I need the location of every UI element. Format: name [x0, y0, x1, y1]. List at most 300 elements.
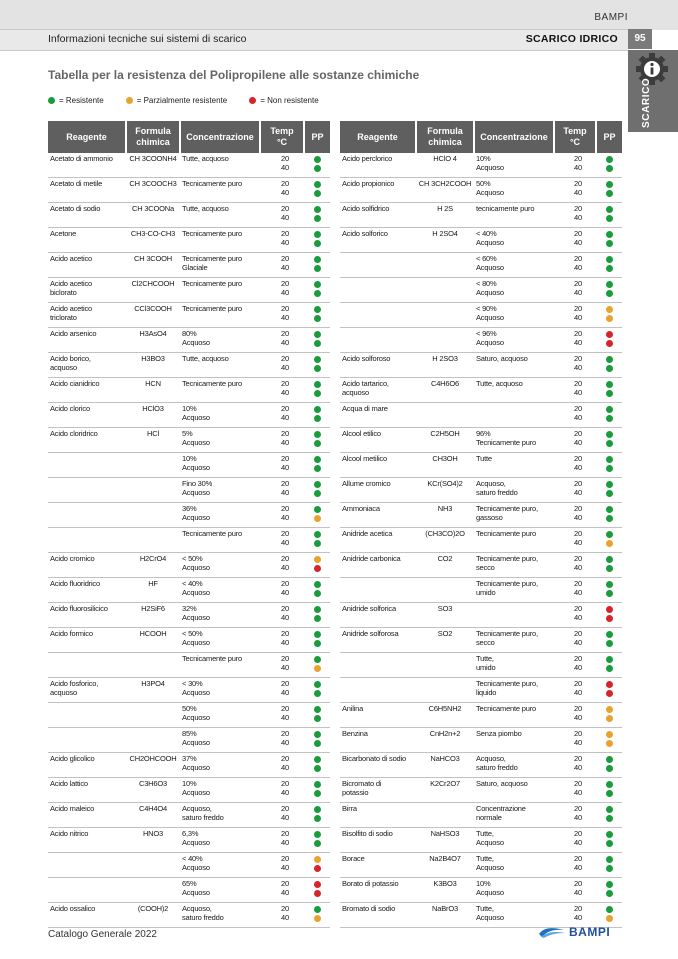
table-row — [48, 728, 330, 753]
temperature: 20 40 — [260, 428, 304, 453]
reagent-name — [48, 453, 126, 478]
chemical-formula — [416, 303, 474, 328]
chemical-formula: NH3 — [416, 503, 474, 528]
table-row — [340, 853, 622, 878]
col-formula: Formula chimica — [416, 121, 474, 153]
rating-dot-icon — [606, 881, 613, 888]
rating-dot-icon — [606, 740, 613, 747]
rating-dot-icon — [606, 781, 613, 788]
temperature: 20 40 — [554, 903, 596, 928]
table-row — [48, 553, 330, 578]
rating-dot-icon — [314, 615, 321, 622]
concentration: Tecnicamente puro, gassoso — [474, 503, 554, 528]
legend-not-resistant: = Non resistente — [249, 96, 318, 105]
table-row — [340, 653, 622, 678]
pp-rating — [304, 603, 330, 628]
temperature: 20 40 — [260, 653, 304, 678]
concentration: 65% Acquoso — [180, 878, 260, 903]
table-row — [340, 728, 622, 753]
table-row — [48, 678, 330, 703]
chemical-formula — [126, 653, 180, 678]
table-row — [48, 753, 330, 778]
rating-dot-icon — [606, 540, 613, 547]
temperature: 20 40 — [260, 528, 304, 553]
concentration: < 40% Acquoso — [180, 578, 260, 603]
temperature: 20 40 — [260, 328, 304, 353]
reagent-name: Acido solforico — [340, 228, 416, 253]
table-row — [340, 578, 622, 603]
table-row — [340, 378, 622, 403]
temperature: 20 40 — [260, 828, 304, 853]
temperature: 20 40 — [554, 653, 596, 678]
temperature: 20 40 — [554, 178, 596, 203]
pp-rating — [596, 853, 622, 878]
reagent-name — [340, 578, 416, 603]
rating-dot-icon — [314, 665, 321, 672]
chemical-formula: NaBrO3 — [416, 903, 474, 928]
pp-rating — [304, 753, 330, 778]
rating-dot-icon — [314, 406, 321, 413]
concentration: Tecnicamente puro — [180, 228, 260, 253]
chemical-formula — [416, 803, 474, 828]
rating-dot-icon — [314, 915, 321, 922]
rating-dot-icon — [606, 315, 613, 322]
rating-dot-icon — [314, 581, 321, 588]
table-row — [48, 578, 330, 603]
temperature: 20 40 — [554, 778, 596, 803]
rating-dot-icon — [606, 356, 613, 363]
pp-rating — [596, 828, 622, 853]
pp-rating — [304, 628, 330, 653]
temperature: 20 40 — [554, 628, 596, 653]
pp-rating — [596, 778, 622, 803]
rating-dot-icon — [606, 656, 613, 663]
rating-dot-icon — [314, 565, 321, 572]
chemical-formula: SO2 — [416, 628, 474, 653]
rating-dot-icon — [314, 381, 321, 388]
table-row — [340, 678, 622, 703]
concentration: Tecnicamente puro — [180, 278, 260, 303]
rating-dot-icon — [606, 631, 613, 638]
table-row — [340, 628, 622, 653]
rating-dot-icon — [314, 515, 321, 522]
concentration: 10% Acquoso — [180, 453, 260, 478]
rating-dot-icon — [314, 165, 321, 172]
chemical-formula — [126, 728, 180, 753]
concentration: < 80% Acquoso — [474, 278, 554, 303]
temperature: 20 40 — [554, 378, 596, 403]
rating-dot-icon — [606, 856, 613, 863]
rating-dot-icon — [606, 615, 613, 622]
temperature: 20 40 — [260, 153, 304, 178]
chemical-formula — [126, 453, 180, 478]
temperature: 20 40 — [260, 728, 304, 753]
rating-dot-icon — [606, 556, 613, 563]
pp-rating — [596, 678, 622, 703]
reagent-name — [340, 278, 416, 303]
table-row — [48, 178, 330, 203]
chemical-formula — [416, 403, 474, 428]
table-row — [340, 803, 622, 828]
rating-dot-icon — [314, 206, 321, 213]
rating-dot-icon — [314, 456, 321, 463]
chemical-formula — [416, 653, 474, 678]
table-row — [48, 453, 330, 478]
col-reagent: Reagente — [48, 121, 126, 153]
temperature: 20 40 — [554, 753, 596, 778]
pp-rating — [596, 453, 622, 478]
chemical-formula — [416, 578, 474, 603]
chemical-formula: CH 3COOH — [126, 253, 180, 278]
pp-rating — [304, 728, 330, 753]
reagent-name: Acido nitrico — [48, 828, 126, 853]
temperature: 20 40 — [554, 203, 596, 228]
pp-rating — [596, 378, 622, 403]
pp-rating — [304, 278, 330, 303]
table-row — [48, 328, 330, 353]
chemical-formula: HClO 4 — [416, 153, 474, 178]
table-row — [48, 378, 330, 403]
rating-dot-icon — [314, 256, 321, 263]
table-row — [48, 803, 330, 828]
table-row — [48, 203, 330, 228]
table-row — [48, 528, 330, 553]
rating-dot-icon — [314, 806, 321, 813]
chemical-formula — [416, 328, 474, 353]
rating-dot-icon — [314, 481, 321, 488]
pp-rating — [304, 503, 330, 528]
pp-rating — [304, 303, 330, 328]
rating-dot-icon — [314, 690, 321, 697]
rating-dot-icon — [606, 915, 613, 922]
rating-dot-icon — [606, 256, 613, 263]
reagent-name: Acido borico, acquoso — [48, 353, 126, 378]
temperature: 20 40 — [260, 853, 304, 878]
pp-rating — [304, 553, 330, 578]
reagent-name — [340, 303, 416, 328]
reagent-name: Borato di potassio — [340, 878, 416, 903]
rating-dot-icon — [314, 190, 321, 197]
table-row — [340, 828, 622, 853]
reagent-name: Acido tartarico, acquoso — [340, 378, 416, 403]
reagent-name — [340, 328, 416, 353]
concentration: 85% Acquoso — [180, 728, 260, 753]
rating-dot-icon — [314, 440, 321, 447]
pp-rating — [596, 903, 622, 928]
footer-catalog: Catalogo Generale 2022 — [48, 929, 157, 940]
concentration: Saturo, acquoso — [474, 353, 554, 378]
reagent-name — [48, 703, 126, 728]
rating-dot-icon — [606, 340, 613, 347]
red-dot-icon — [249, 97, 256, 104]
rating-dot-icon — [314, 356, 321, 363]
table-row — [340, 553, 622, 578]
chemical-formula: HCOOH — [126, 628, 180, 653]
rating-dot-icon — [606, 581, 613, 588]
concentration: Fino 30% Acquoso — [180, 478, 260, 503]
reagent-name: Acido cromico — [48, 553, 126, 578]
chemical-formula: H3PO4 — [126, 678, 180, 703]
table-row — [340, 153, 622, 178]
concentration: Saturo, acquoso — [474, 778, 554, 803]
table-row — [340, 303, 622, 328]
temperature: 20 40 — [260, 878, 304, 903]
rating-dot-icon — [606, 465, 613, 472]
pp-rating — [596, 603, 622, 628]
concentration: 96% Tecnicamente puro — [474, 428, 554, 453]
reagent-name: Acido fluorosilicico — [48, 603, 126, 628]
reagent-name: Acido clorico — [48, 403, 126, 428]
col-concentration: Concentrazione — [474, 121, 554, 153]
rating-dot-icon — [606, 181, 613, 188]
table-row — [340, 753, 622, 778]
pp-rating — [304, 703, 330, 728]
concentration: Tutte, acquoso — [180, 353, 260, 378]
temperature: 20 40 — [260, 203, 304, 228]
rating-dot-icon — [314, 756, 321, 763]
chemical-formula: CH 3COOCH3 — [126, 178, 180, 203]
gear-info-icon — [634, 51, 670, 87]
rating-dot-icon — [606, 590, 613, 597]
chemical-formula — [126, 703, 180, 728]
pp-rating — [596, 278, 622, 303]
reagent-name — [48, 878, 126, 903]
rating-dot-icon — [606, 681, 613, 688]
reagent-name: Bromato di sodio — [340, 903, 416, 928]
chemical-formula — [126, 878, 180, 903]
reagent-name — [48, 853, 126, 878]
rating-dot-icon — [606, 906, 613, 913]
concentration: Tutte, umido — [474, 653, 554, 678]
legend-resistant: = Resistente — [48, 96, 104, 105]
reagent-name: Acetone — [48, 228, 126, 253]
concentration: 10% Acquoso — [180, 778, 260, 803]
chemical-formula: NaHCO3 — [416, 753, 474, 778]
concentration: Acquoso, saturo freddo — [474, 478, 554, 503]
reagent-name: Acido fluoridrico — [48, 578, 126, 603]
col-pp: PP — [596, 121, 622, 153]
rating-dot-icon — [606, 156, 613, 163]
reagent-name — [48, 503, 126, 528]
table-row — [340, 278, 622, 303]
reagent-name: Anidride solforica — [340, 603, 416, 628]
rating-dot-icon — [314, 365, 321, 372]
rating-dot-icon — [314, 306, 321, 313]
table-row — [340, 603, 622, 628]
concentration: < 60% Acquoso — [474, 253, 554, 278]
reagent-name: Acido ossalico — [48, 903, 126, 928]
temperature: 20 40 — [260, 753, 304, 778]
concentration — [474, 403, 554, 428]
concentration: Tecnicamente puro Glaciale — [180, 253, 260, 278]
concentration: Tecnicamente puro — [474, 528, 554, 553]
rating-dot-icon — [314, 265, 321, 272]
chemical-formula — [416, 678, 474, 703]
col-concentration: Concentrazione — [180, 121, 260, 153]
concentration: < 30% Acquoso — [180, 678, 260, 703]
reagent-name: Acido solforoso — [340, 353, 416, 378]
pp-rating — [304, 578, 330, 603]
pp-rating — [596, 728, 622, 753]
concentration: Tutte, Acquoso — [474, 853, 554, 878]
rating-dot-icon — [314, 540, 321, 547]
rating-dot-icon — [606, 890, 613, 897]
pp-rating — [596, 628, 622, 653]
col-reagent: Reagente — [340, 121, 416, 153]
chemical-formula: HF — [126, 578, 180, 603]
pp-rating — [304, 678, 330, 703]
chemical-formula: K2Cr2O7 — [416, 778, 474, 803]
table-row — [340, 528, 622, 553]
rating-dot-icon — [606, 706, 613, 713]
chemical-formula: CCl3COOH — [126, 303, 180, 328]
rating-dot-icon — [314, 731, 321, 738]
rating-dot-icon — [314, 865, 321, 872]
temperature: 20 40 — [260, 678, 304, 703]
chemical-formula: HCN — [126, 378, 180, 403]
concentration: tecnicamente puro — [474, 203, 554, 228]
table-row — [48, 703, 330, 728]
concentration: Tecnicamente puro — [180, 378, 260, 403]
reagent-name: Acqua di mare — [340, 403, 416, 428]
rating-dot-icon — [606, 665, 613, 672]
rating-dot-icon — [314, 715, 321, 722]
rating-dot-icon — [314, 231, 321, 238]
pp-rating — [304, 453, 330, 478]
rating-dot-icon — [314, 906, 321, 913]
rating-dot-icon — [606, 515, 613, 522]
top-bar — [0, 0, 678, 30]
table-row — [48, 253, 330, 278]
rating-dot-icon — [606, 765, 613, 772]
resistance-table-left — [48, 121, 330, 928]
rating-dot-icon — [314, 181, 321, 188]
orange-dot-icon — [126, 97, 133, 104]
temperature: 20 40 — [554, 803, 596, 828]
chemical-formula: H 2SO4 — [416, 228, 474, 253]
temperature: 20 40 — [260, 453, 304, 478]
rating-dot-icon — [606, 756, 613, 763]
reagent-name: Acido cianidrico — [48, 378, 126, 403]
concentration: Tecnicamente puro — [180, 178, 260, 203]
rating-dot-icon — [314, 281, 321, 288]
temperature: 20 40 — [260, 578, 304, 603]
chemical-formula: Cl2CHCOOH — [126, 278, 180, 303]
concentration: < 90% Acquoso — [474, 303, 554, 328]
temperature: 20 40 — [554, 228, 596, 253]
temperature: 20 40 — [554, 403, 596, 428]
reagent-name: Acido lattico — [48, 778, 126, 803]
rating-dot-icon — [314, 340, 321, 347]
concentration: 10% Acquoso — [474, 153, 554, 178]
rating-dot-icon — [314, 706, 321, 713]
pp-rating — [596, 303, 622, 328]
chemical-formula: C2H5OH — [416, 428, 474, 453]
pp-rating — [596, 228, 622, 253]
concentration: Tecnicamente puro, umido — [474, 578, 554, 603]
temperature: 20 40 — [260, 628, 304, 653]
rating-dot-icon — [314, 290, 321, 297]
chemical-formula: CH 3COONH4 — [126, 153, 180, 178]
legend — [48, 96, 319, 105]
temperature: 20 40 — [260, 403, 304, 428]
rating-dot-icon — [314, 156, 321, 163]
concentration: 36% Acquoso — [180, 503, 260, 528]
reagent-name: Anidride acetica — [340, 528, 416, 553]
concentration: Senza piombo — [474, 728, 554, 753]
pp-rating — [596, 428, 622, 453]
concentration: 50% Acquoso — [474, 178, 554, 203]
rating-dot-icon — [606, 481, 613, 488]
rating-dot-icon — [314, 740, 321, 747]
chemical-formula: H2CrO4 — [126, 553, 180, 578]
chemical-formula: C6H5NH2 — [416, 703, 474, 728]
temperature: 20 40 — [554, 578, 596, 603]
rating-dot-icon — [606, 731, 613, 738]
temperature: 20 40 — [260, 703, 304, 728]
reagent-name — [48, 528, 126, 553]
concentration: Tecnicamente puro, secco — [474, 628, 554, 653]
rating-dot-icon — [606, 390, 613, 397]
table-row — [48, 278, 330, 303]
chemical-formula: SO3 — [416, 603, 474, 628]
concentration: 6,3% Acquoso — [180, 828, 260, 853]
rating-dot-icon — [314, 881, 321, 888]
chemical-formula: Na2B4O7 — [416, 853, 474, 878]
reagent-name: Bisolfito di sodio — [340, 828, 416, 853]
chemical-formula: CnH2n+2 — [416, 728, 474, 753]
table-row — [340, 328, 622, 353]
pp-rating — [304, 353, 330, 378]
table-header-row — [48, 121, 330, 153]
temperature: 20 40 — [554, 503, 596, 528]
bampi-logo: BAMPI — [538, 925, 610, 939]
pp-rating — [596, 878, 622, 903]
table-row — [48, 828, 330, 853]
reagent-name: Alcool metilico — [340, 453, 416, 478]
rating-dot-icon — [606, 240, 613, 247]
pp-rating — [596, 178, 622, 203]
reagent-name: Acido propionico — [340, 178, 416, 203]
pp-rating — [596, 553, 622, 578]
concentration: Tutte, Acquoso — [474, 903, 554, 928]
page-number: 95 — [628, 29, 652, 49]
reagent-name: Acetato di ammonio — [48, 153, 126, 178]
concentration: < 40% Acquoso — [180, 853, 260, 878]
page-title: Tabella per la resistenza del Polipropilene alle sostanze chimiche — [48, 68, 420, 82]
rating-dot-icon — [314, 215, 321, 222]
concentration: Concentrazione normale — [474, 803, 554, 828]
table-row — [48, 878, 330, 903]
col-temp: Temp °C — [260, 121, 304, 153]
concentration: Acquoso, saturo freddo — [180, 803, 260, 828]
pp-rating — [596, 703, 622, 728]
chemical-formula: HCl — [126, 428, 180, 453]
reagent-name: Acido glicolico — [48, 753, 126, 778]
table-row — [48, 603, 330, 628]
reagent-name: Acido arsenico — [48, 328, 126, 353]
reagent-name: Benzina — [340, 728, 416, 753]
rating-dot-icon — [314, 331, 321, 338]
concentration: Tecnicamente puro — [474, 703, 554, 728]
rating-dot-icon — [606, 415, 613, 422]
concentration: 10% Acquoso — [180, 403, 260, 428]
reagent-name: Anidride solforosa — [340, 628, 416, 653]
reagent-name: Allume cromico — [340, 478, 416, 503]
pp-rating — [304, 853, 330, 878]
pp-rating — [304, 178, 330, 203]
rating-dot-icon — [606, 190, 613, 197]
